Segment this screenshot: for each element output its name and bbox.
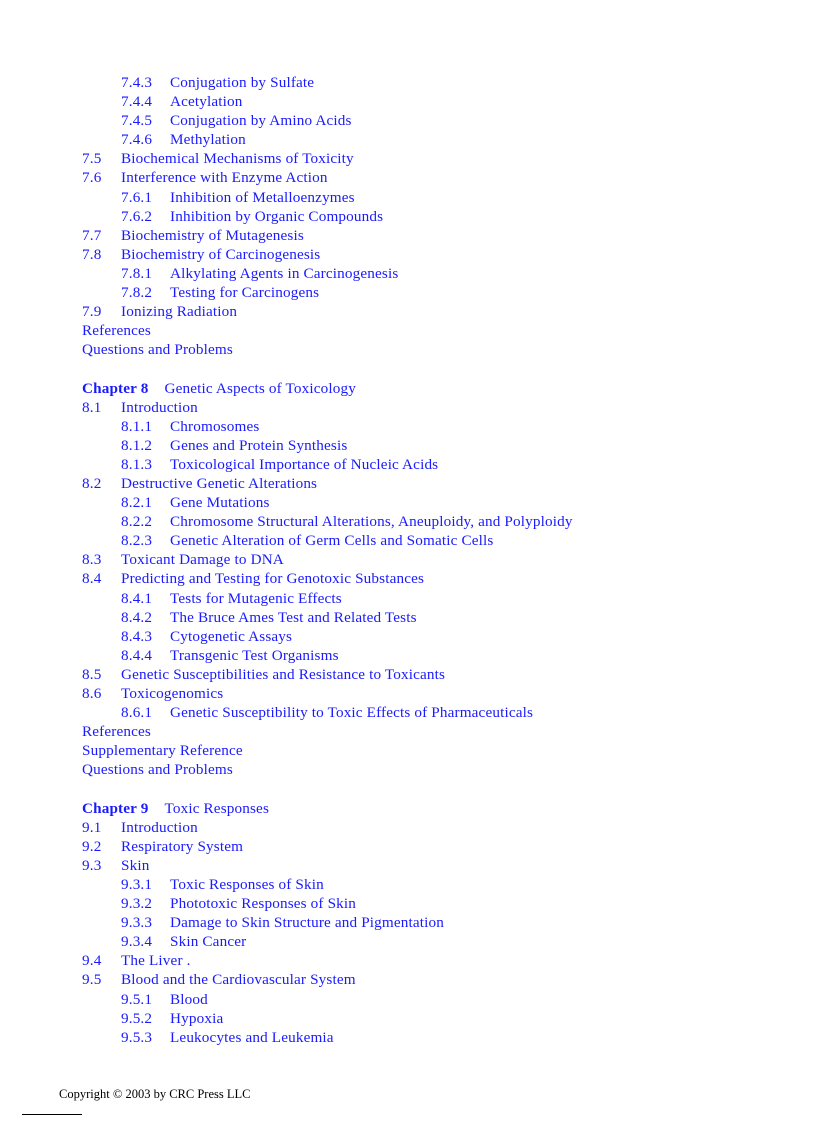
toc-subsection-link[interactable]: [82, 73, 782, 92]
toc-backmatter-link[interactable]: [82, 340, 782, 359]
toc-entry-title: Introduction: [121, 398, 198, 416]
toc-entry-number: 8.4.3: [121, 627, 153, 645]
toc-section-link[interactable]: [82, 684, 782, 703]
toc-entry-title: The Bruce Ames Test and Related Tests: [170, 608, 417, 626]
copyright-notice: Copyright © 2003 by CRC Press LLC: [59, 1087, 251, 1101]
toc-section-link[interactable]: [82, 168, 782, 187]
toc-entry-number: 9.3: [82, 856, 102, 874]
toc-subsection-link[interactable]: [82, 589, 782, 608]
toc-entry-number: 8.4: [82, 570, 102, 588]
toc-entry-title: Tests for Mutagenic Effects: [170, 589, 342, 607]
toc-entry-number: 9.5.1: [121, 990, 153, 1008]
toc-entry-title: The Liver .: [121, 952, 191, 970]
toc-entry-number: 7.7: [82, 226, 102, 244]
toc-entry-number: 9.3.3: [121, 914, 153, 932]
toc-entry-number: 8.6.1: [121, 704, 153, 722]
toc-subsection-link[interactable]: [82, 1028, 782, 1047]
toc-entry-number: 8.2.2: [121, 513, 153, 531]
toc-backmatter-link[interactable]: [82, 760, 782, 779]
toc-entry-title: Alkylating Agents in Carcinogenesis: [170, 264, 399, 282]
toc-entry-title: Toxicological Importance of Nucleic Acids: [170, 455, 439, 473]
toc-subsection-link[interactable]: [82, 455, 782, 474]
toc-section-link[interactable]: [82, 550, 782, 569]
toc-section-link[interactable]: [82, 818, 782, 837]
toc-subsection-link[interactable]: [82, 703, 782, 722]
toc-chapter-title: Toxic Responses: [164, 799, 270, 817]
toc-entry-title: Questions and Problems: [82, 761, 233, 779]
toc-subsection-link[interactable]: [82, 283, 782, 302]
toc-section-link[interactable]: [82, 665, 782, 684]
toc-entry-number: 8.2: [82, 474, 102, 492]
toc-subsection-link[interactable]: [82, 111, 782, 130]
toc-entry-number: 9.1: [82, 818, 102, 836]
toc-subsection-link[interactable]: [82, 990, 782, 1009]
toc-backmatter-link[interactable]: [82, 722, 782, 741]
toc-entry-title: Predicting and Testing for Genotoxic Substances: [121, 570, 425, 588]
toc-entry-number: 8.4.2: [121, 608, 153, 626]
toc-entry-number: 7.6: [82, 169, 102, 187]
toc-entry-title: Respiratory System: [121, 837, 244, 855]
toc-section-link[interactable]: [82, 837, 782, 856]
toc-entry-title: Conjugation by Amino Acids: [170, 112, 352, 130]
toc-entry-title: Inhibition by Organic Compounds: [170, 207, 384, 225]
toc-chapter-heading[interactable]: [82, 379, 782, 398]
toc-subsection-link[interactable]: [82, 417, 782, 436]
toc-subsection-link[interactable]: [82, 608, 782, 627]
toc-entry-title: Introduction: [121, 818, 198, 836]
toc-entry-title: Biochemical Mechanisms of Toxicity: [121, 150, 354, 168]
toc-entry-title: Leukocytes and Leukemia: [170, 1028, 334, 1046]
toc-subsection-link[interactable]: [82, 627, 782, 646]
toc-entry-number: 8.1.2: [121, 436, 153, 454]
toc-entry-title: Damage to Skin Structure and Pigmentation: [170, 914, 444, 932]
toc-backmatter-link[interactable]: [82, 741, 782, 760]
toc-entry-number: 7.5: [82, 150, 102, 168]
toc-entry-number: 7.8.1: [121, 264, 153, 282]
toc-entry-title: Blood: [170, 990, 208, 1008]
toc-subsection-link[interactable]: [82, 130, 782, 149]
toc-entry-number: 8.4.1: [121, 589, 153, 607]
toc-entry-title: Skin Cancer: [170, 933, 247, 951]
toc-subsection-link[interactable]: [82, 188, 782, 207]
toc-entry-title: Genetic Susceptibility to Toxic Effects of Pharmaceuticals: [170, 704, 534, 722]
toc-entry-number: 7.4.5: [121, 112, 153, 130]
toc-entry-number: 9.3.4: [121, 933, 153, 951]
toc-entry-title: Cytogenetic Assays: [170, 627, 293, 645]
toc-entry-title: Biochemistry of Carcinogenesis: [121, 245, 321, 263]
toc-subsection-link[interactable]: [82, 92, 782, 111]
toc-backmatter-link[interactable]: [82, 321, 782, 340]
toc-entry-number: 7.9: [82, 303, 102, 321]
toc-subsection-link[interactable]: [82, 436, 782, 455]
toc-chapter-title: Genetic Aspects of Toxicology: [164, 379, 357, 397]
toc-subsection-link[interactable]: [82, 875, 782, 894]
toc-entry-number: 8.4.4: [121, 646, 153, 664]
toc-section-link[interactable]: [82, 569, 782, 588]
toc-entry-title: Genetic Susceptibilities and Resistance to Toxicants: [121, 665, 446, 683]
toc-section-link[interactable]: [82, 302, 782, 321]
toc-subsection-link[interactable]: [82, 493, 782, 512]
toc-chapter-number: Chapter 9: [82, 799, 149, 817]
toc-entry-number: 9.3.2: [121, 895, 153, 913]
toc-entry-title: Biochemistry of Mutagenesis: [121, 226, 304, 244]
toc-section-link[interactable]: [82, 970, 782, 989]
footer-rule: [22, 1114, 82, 1115]
toc-chapter-heading[interactable]: [82, 799, 782, 818]
toc-entry-title: Hypoxia: [170, 1009, 224, 1027]
toc-entry-title: References: [82, 723, 151, 741]
toc-entry-title: References: [82, 322, 151, 340]
toc-entry-number: 9.4: [82, 952, 102, 970]
toc-entry-number: 8.1.3: [121, 455, 153, 473]
toc-entry-number: 7.8.2: [121, 284, 153, 302]
toc-entry-number: 7.4.3: [121, 74, 153, 91]
toc-subsection-link[interactable]: [82, 207, 782, 226]
toc-entry-number: 9.5.3: [121, 1028, 153, 1046]
toc-entry-title: Chromosomes: [170, 417, 260, 435]
toc-entry-title: Genetic Alteration of Germ Cells and Somatic Cells: [170, 532, 494, 550]
toc-entry-number: 9.5: [82, 971, 102, 989]
toc-entry-title: Toxic Responses of Skin: [170, 875, 324, 893]
toc-subsection-link[interactable]: [82, 531, 782, 550]
toc-entry-number: 8.5: [82, 665, 102, 683]
toc-entry-title: Toxicogenomics: [121, 685, 224, 702]
toc-entry-title: Genes and Protein Synthesis: [170, 436, 348, 454]
toc-entry-title: Inhibition of Metalloenzymes: [170, 188, 355, 206]
toc-spacer: [82, 779, 782, 798]
toc-entry-number: 8.3: [82, 551, 102, 569]
toc-entry-number: 7.6.2: [121, 207, 153, 225]
toc-entry-title: Blood and the Cardiovascular System: [121, 971, 356, 989]
toc-entry-title: Toxicant Damage to DNA: [121, 551, 284, 569]
toc-entry-title: Methylation: [170, 131, 246, 149]
toc-subsection-link[interactable]: [82, 932, 782, 951]
toc-entry-number: 7.8: [82, 245, 102, 263]
toc-subsection-link[interactable]: [82, 264, 782, 283]
toc-entry-title: Acetylation: [170, 93, 243, 111]
toc-entry-title: Supplementary Reference: [82, 742, 243, 760]
toc-entry-number: 9.3.1: [121, 875, 153, 893]
toc-entry-title: Destructive Genetic Alterations: [121, 474, 318, 492]
toc-section-link[interactable]: [82, 398, 782, 417]
toc-entry-title: Questions and Problems: [82, 341, 233, 359]
toc-subsection-link[interactable]: [82, 646, 782, 665]
toc-entry-title: Ionizing Radiation: [121, 303, 238, 321]
toc-entry-number: 8.6: [82, 685, 102, 702]
toc-entry-title: Chromosome Structural Alterations, Aneuploidy, and Polyploidy: [170, 513, 573, 531]
toc-chapter-number: Chapter 8: [82, 379, 149, 397]
toc-entry-number: 9.2: [82, 837, 102, 855]
toc-entry-number: 8.2.3: [121, 532, 153, 550]
toc-entry-number: 9.5.2: [121, 1009, 153, 1027]
toc-subsection-link[interactable]: [82, 512, 782, 531]
toc-section-link[interactable]: [82, 474, 782, 493]
table-of-contents: [82, 73, 782, 1047]
toc-entry-title: Gene Mutations: [170, 494, 270, 512]
toc-section-link[interactable]: [82, 149, 782, 168]
toc-subsection-link[interactable]: [82, 894, 782, 913]
toc-entry-number: 7.6.1: [121, 188, 153, 206]
toc-section-link[interactable]: [82, 245, 782, 264]
toc-entry-title: Conjugation by Sulfate: [170, 74, 315, 91]
toc-subsection-link[interactable]: [82, 1009, 782, 1028]
toc-entry-title: Testing for Carcinogens: [170, 284, 320, 302]
toc-entry-number: 8.2.1: [121, 494, 153, 512]
toc-entry-number: 8.1.1: [121, 417, 153, 435]
toc-subsection-link[interactable]: [82, 913, 782, 932]
toc-section-link[interactable]: [82, 226, 782, 245]
toc-entry-title: Skin: [121, 856, 150, 874]
toc-entry-title: Interference with Enzyme Action: [121, 169, 328, 187]
toc-entry-title: Transgenic Test Organisms: [170, 646, 339, 664]
toc-entry-number: 7.4.6: [121, 131, 153, 149]
toc-entry-number: 8.1: [82, 398, 102, 416]
toc-spacer: [82, 359, 782, 378]
toc-section-link[interactable]: [82, 951, 782, 970]
toc-entry-title: Phototoxic Responses of Skin: [170, 895, 357, 913]
toc-section-link[interactable]: [82, 856, 782, 875]
toc-entry-number: 7.4.4: [121, 93, 153, 111]
